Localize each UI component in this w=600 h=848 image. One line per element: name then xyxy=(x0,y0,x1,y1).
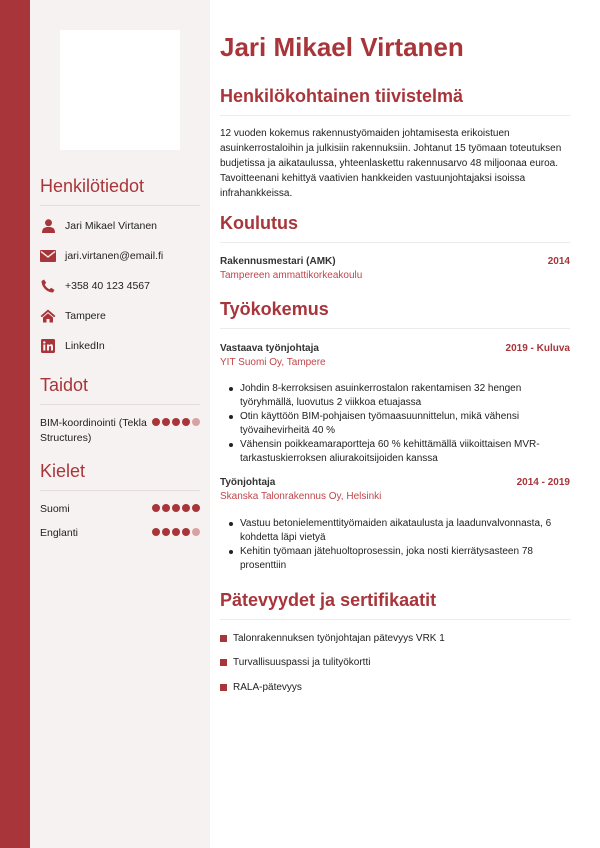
experience-entry xyxy=(220,477,570,502)
square-bullet-icon xyxy=(220,684,227,691)
skill-item xyxy=(40,416,200,446)
list-item: Johdin 8-kerroksisen asuinkerrostalon rakentamisen 32 hengen työryhmällä, luovutus 2 viikkoa etuajassa xyxy=(220,382,570,410)
profile-photo-placeholder xyxy=(60,30,180,150)
list-item: Otin käyttöön BIM-pohjaisen työmaasuunnittelun, mikä vähensi työvaihevirheitä 40 % xyxy=(220,410,570,438)
job-title: Vastaava työnjohtaja xyxy=(220,343,319,354)
skills-heading: Taidot xyxy=(40,375,200,405)
user-icon xyxy=(40,219,56,233)
home-icon xyxy=(40,309,56,323)
school-name: Tampereen ammattikorkeakoulu xyxy=(220,270,363,281)
contact-location-text: Tampere xyxy=(65,310,106,322)
list-item: Vastuu betonielementtityömaiden aikataulusta ja laadunvalvonnasta, 6 kohdetta läpi vietyä xyxy=(220,517,570,545)
language-label: Suomi xyxy=(40,503,70,515)
contact-location xyxy=(40,306,200,326)
contact-name-text: Jari Mikael Virtanen xyxy=(65,220,158,232)
contact-phone-text[interactable]: +358 40 123 4567 xyxy=(65,280,150,292)
summary-heading: Henkilökohtainen tiivistelmä xyxy=(220,86,570,116)
language-item-finnish xyxy=(40,502,200,517)
page-title: Jari Mikael Virtanen xyxy=(220,32,464,62)
contact-linkedin[interactable] xyxy=(40,336,200,356)
certifications-heading: Pätevyydet ja sertifikaatit xyxy=(220,590,570,620)
employer: Skanska Talonrakennus Oy, Helsinki xyxy=(220,491,382,502)
job-bullets xyxy=(220,382,570,466)
square-bullet-icon xyxy=(220,659,227,666)
job-date: 2014 - 2019 xyxy=(516,477,570,488)
accent-strip xyxy=(0,0,30,848)
language-item-english xyxy=(40,526,200,541)
certification-item: Talonrakennuksen työnjohtajan pätevyys VRK 1 xyxy=(220,632,445,644)
skill-rating xyxy=(152,418,200,426)
degree-title: Rakennusmestari (AMK) xyxy=(220,256,336,267)
experience-heading: Työkokemus xyxy=(220,299,570,329)
education-heading: Koulutus xyxy=(220,213,570,243)
job-bullets xyxy=(220,517,570,573)
contact-email-text[interactable]: jari.virtanen@email.fi xyxy=(65,250,164,262)
language-label: Englanti xyxy=(40,527,78,539)
contact-phone[interactable] xyxy=(40,276,200,296)
sidebar xyxy=(30,0,210,848)
language-rating xyxy=(152,504,200,512)
list-item: Kehitin työmaan jätehuoltoprosessin, joka nosti kierrätysasteen 78 prosenttiin xyxy=(220,545,570,573)
skill-label: BIM-koordinointi (Tekla Structures) xyxy=(40,417,147,444)
certification-item: Turvallisuuspassi ja tulityökortti xyxy=(220,656,370,668)
job-date: 2019 - Kuluva xyxy=(505,343,570,354)
personal-info-heading: Henkilötiedot xyxy=(40,176,200,206)
summary-text: 12 vuoden kokemus rakennustyömaiden johtamisesta erikoistuen asuinkerrostaloihin ja julkisiin rakennuksiin. Johtanut 15 työmaan toteutuksen budjetissa ja aikataulussa, yhteenlaskettu rakennusarvo 48 miljoonaa euroa. Tavoitteenani kehittyä vaativien hankkeiden vastuunjohtajaksi isoissa infrahankkeissa. xyxy=(220,128,562,199)
certification-item: RALA-pätevyys xyxy=(220,681,302,693)
square-bullet-icon xyxy=(220,635,227,642)
experience-entry xyxy=(220,343,570,368)
list-item: Vähensin poikkeamaraportteja 60 % kehittämällä viikoittaisen MVR-tarkastuskierroksen aliurakoitsijoiden kanssa xyxy=(220,438,570,466)
email-icon xyxy=(40,249,56,263)
linkedin-icon xyxy=(40,339,56,353)
phone-icon xyxy=(40,279,56,293)
employer: YIT Suomi Oy, Tampere xyxy=(220,357,326,368)
contact-email[interactable] xyxy=(40,246,200,266)
languages-heading: Kielet xyxy=(40,461,200,491)
job-title: Työnjohtaja xyxy=(220,477,276,488)
contact-name xyxy=(40,216,200,236)
education-entry xyxy=(220,256,570,281)
degree-date: 2014 xyxy=(547,256,570,267)
contact-linkedin-text[interactable]: LinkedIn xyxy=(65,340,105,352)
language-rating xyxy=(152,528,200,536)
